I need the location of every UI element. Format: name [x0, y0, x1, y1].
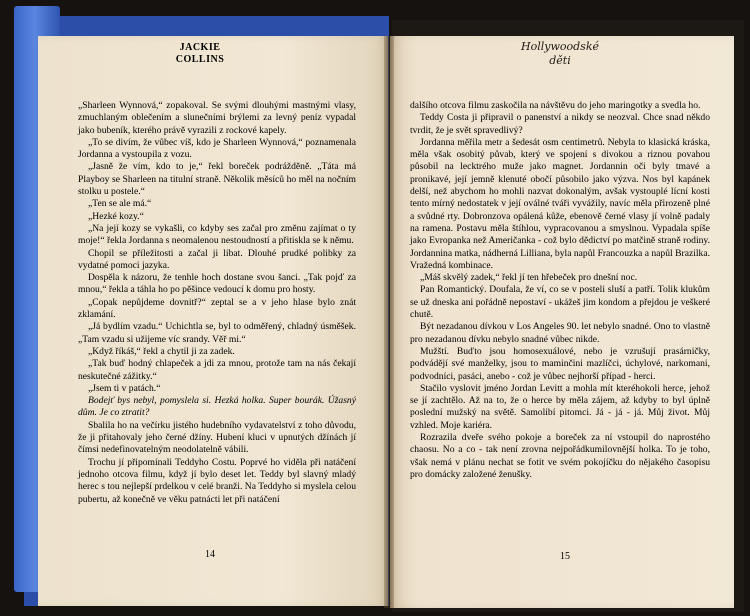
paragraph: dalšího otcova filmu zaskočila na návštěvu do jeho maringotky a svedla ho. — [410, 100, 701, 111]
paragraph: „Já bydlím vzadu.“ Uchichtla se, byl to odměřený, chladný úsměšek. „Tam vzadu si užijeme víc srandy. Věř mi.“ — [78, 321, 356, 345]
book-title-line-1: Hollywoodské — [521, 40, 599, 53]
left-page-number: 14 — [205, 549, 215, 560]
left-page-text — [78, 100, 356, 506]
paragraph: Chopil se příležitosti a začal ji líbat. Dlouhé prudké polibky za vydatné pomoci jazyka. — [78, 247, 356, 271]
author-last-name: COLLINS — [175, 54, 225, 65]
paragraph: Dospěla k názoru, že tenhle hoch dostane svou šanci. „Tak pojď za mnou,“ řekla a táhla ho po pěšince vedoucí k domu pro hosty. — [78, 272, 356, 296]
left-running-header — [50, 42, 350, 66]
paragraph: „Sharleen Wynnová,“ zopakoval. Se svými dlouhými mastnými vlasy, zmuchlaným oblečením a slunečními brýlemi za levný peníz vypadal jako bubeník, kterého právě vyrazili z rockové kapely. — [78, 100, 356, 136]
paragraph: „Hezké kozy.“ — [88, 210, 144, 222]
author-first-name: JACKIE — [179, 42, 221, 53]
paragraph: Mužští. Buďto jsou homosexuálové, nebo je vzrušují prasárničky, podvádějí své manželky, jsou to maminčini mazlíčci, úchylové, narkomani, podvodníci, pasáci, anebo - což je vůbec nejhorší případ - herci. — [410, 345, 710, 382]
paragraph: Jordanna měřila metr a šedesát osm centimetrů. Nebyla to klasická kráska, měla však osobitý půvab, který ve spojení s divokou a riznou povahou působil na lecktrého muže jako magnet. Jordannin oči byly tmavé a pronikavé, její jemně klenuté obočí působilo jako výzva. Nos byl kapánek delší, než abychom ho mohli nazvat dokonalým, avšak vystouplé lícní kosti tento mírný nedostatek v její oválné tváři vyvážily, navíc měla přirozeně plné a svůdné rty. Dobronzova opálená kůže, ebenově černé vlasy jí volně padaly na ramena. Postavu měla štíhlou, vypracovanou a smyslnou. Vypadala spíše jako Evropanka než Američanka - což bylo dědictví po matčině straně rodiny. Jordannina matka, nádherná Lilliana, byla napůl Francouzka a napůl Brazilka. Vražedná kombinace. — [410, 136, 710, 271]
paragraph: „Ten se ale má.“ — [88, 198, 152, 210]
paragraph: „Tak buď hodný chlapeček a jdi za mnou, protože tam na nás čekají neskutečné zážitky.“ — [78, 358, 356, 382]
right-page-text — [410, 100, 710, 481]
paragraph: „Jsem ti v patách.“ — [88, 382, 161, 394]
book-title-line-2: děti — [549, 54, 571, 67]
paragraph: „Na její kozy se vykašli, co kdyby ses začal pro změnu zajímat o ty moje!“ řekla Jordanna s neomalenou nestoudností a přitiskla se k němu. — [78, 222, 356, 247]
paragraph: „Jasně že vím, kdo to je,“ řekl boreček podrážděně. „Táta má Playboy se Sharleen na titulní straně. Několik měsíců ho měl na nočním stolku u postele.“ — [78, 161, 356, 198]
book-gutter — [384, 36, 394, 608]
right-running-header — [480, 40, 640, 68]
paragraph: Bodejť bys nebyl, pomyslela si. Hezká holka. Super bourák. Úžasný dům. Je co ztratit? — [78, 395, 356, 419]
paragraph: „Copak nepůjdeme dovnitř?“ zeptal se a v jeho hlase bylo znát zklamání. — [78, 296, 356, 321]
paragraph: Rozrazila dveře svého pokoje a boreček za ní vstoupil do naprostého chaosu. No a co - tak není zrovna nejpořádkumilovnější holka. To je toho, však nemá v plánu nechat se fotit ve svém pokojíčku do nějakého časopisu pro domácky založené ženušky. — [410, 432, 710, 480]
paragraph: Sbalila ho na večírku jistého hudebního vydavatelství z toho důvodu, že ji přitahovaly jeho černé džíny. Hubení kluci v upnutých džínách jí čímsi nedefinovatelným neodolatelně vábili. — [78, 419, 356, 456]
paragraph: Pan Romantický. Doufala, že ví, co se v posteli sluší a patří. Tolik klukům se už dneska ani pořádně nepostaví - ukážeš jim kondom a přejdou je veškeré chutě. — [410, 284, 710, 321]
right-page-number: 15 — [560, 551, 570, 562]
paragraph: „Když říkáš,“ řekl a chytil ji za zadek. — [88, 345, 235, 357]
paragraph: Teddy Costa ji připravil o panenství a nikdy se neozval. Chce snad někdo tvrdit, že je svět spravedlivý? — [410, 112, 710, 136]
paragraph: Stačilo vyslovit jméno Jordan Levitt a mohla mít kteréhokoli herce, jehož se jí zachtělo. Až na to, že o herce by měla zájem, až kdyby to byl úplně poslední mužský na světě. Samolibí pitomci. Já - já - já. Můj život. Můj vzhled. Moje kariéra. — [410, 382, 710, 431]
paragraph: Být nezadanou dívkou v Los Angeles 90. let nebylo snadné. Ono to vlastně pro nezadanou dívku nebylo snadné vůbec nikde. — [410, 321, 710, 345]
paragraph: „Máš skvělý zadek,“ řekl jí ten hřebeček pro dnešní noc. — [420, 272, 638, 284]
paragraph: Trochu jí připomínali Teddyho Costu. Poprvé ho viděla při natáčení jednoho otcova filmu, když jí bylo deset let. Teddy byl slavný mladý herec s tou nejlepší prdelkou v celé branži. Na Teddyho si myslela celou pubertu, až konečně ve věku patnácti let při natáčení — [78, 456, 356, 505]
paragraph: „To se divím, že vůbec víš, kdo je Sharleen Wynnová,“ poznamenala Jordanna a vystoupila z vozu. — [78, 136, 356, 161]
